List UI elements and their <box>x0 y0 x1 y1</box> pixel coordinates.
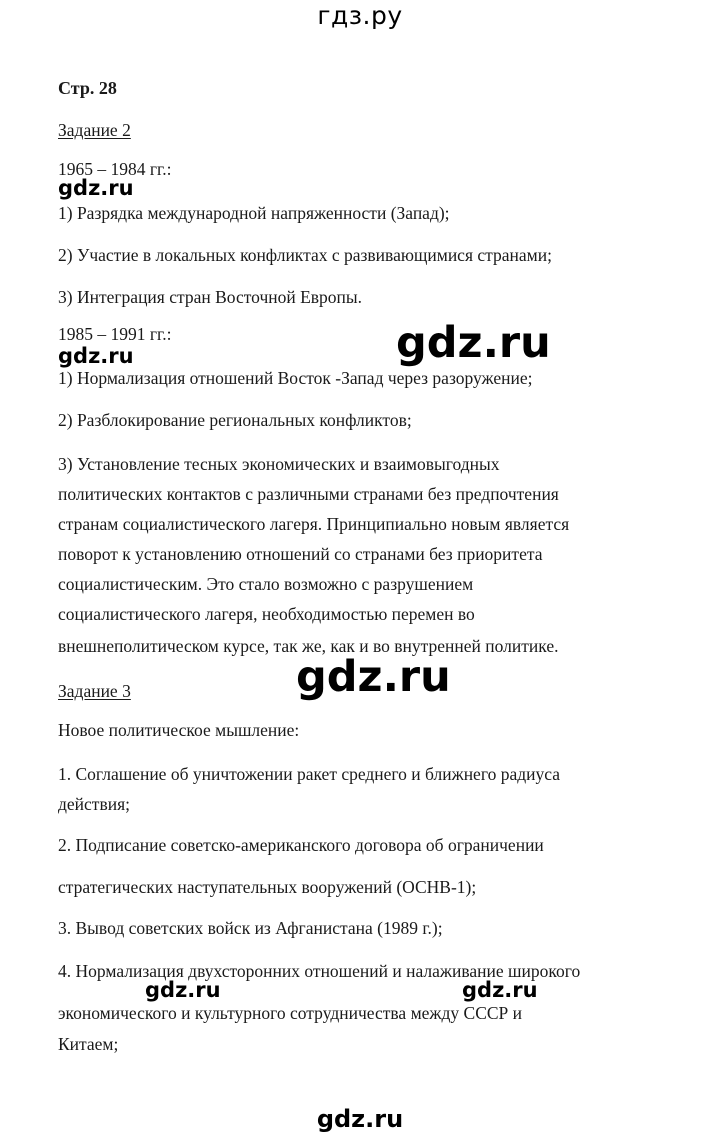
period2-item-3-line-5: социалистическим. Это стало возможно с разрушением <box>58 574 474 594</box>
watermark-small-1: gdz.ru <box>58 176 134 200</box>
watermark-big-2: gdz.ru <box>296 652 451 702</box>
task3-line-6: 4. Нормализация двухсторонних отношений и налаживание широкого <box>58 961 581 981</box>
task3-heading: Задание 3 <box>58 681 131 701</box>
period2-label: 1985 – 1991 гг.: <box>58 324 172 344</box>
period2-item-3-line-6: социалистического лагеря, необходимостью перемен во <box>58 604 475 624</box>
task3-line-7: экономического и культурного сотрудничества между СССР и <box>58 1003 523 1023</box>
task3-line-8: Китаем; <box>58 1034 119 1054</box>
period2-item-1: 1) Нормализация отношений Восток -Запад через разоружение; <box>58 368 533 388</box>
watermark-small-2: gdz.ru <box>58 344 134 368</box>
task3-line-1: 1. Соглашение об уничтожении ракет среднего и ближнего радиуса <box>58 764 560 784</box>
period1-item-1: 1) Разрядка международной напряженности (Запад); <box>58 203 450 223</box>
page-title: Стр. 28 <box>58 78 117 98</box>
period2-item-3-line-4: поворот к установлению отношений со странами без приоритета <box>58 544 543 564</box>
period2-item-3-line-7: внешнеполитическом курсе, так же, как и во внутренней политике. <box>58 636 559 656</box>
header-watermark: гдз.ру <box>317 1 403 30</box>
task2-heading: Задание 2 <box>58 120 131 140</box>
period2-item-3-line-2: политических контактов с различными странами без предпочтения <box>58 484 559 504</box>
task3-intro: Новое политическое мышление: <box>58 720 300 740</box>
period2-item-3-line-1: 3) Установление тесных экономических и взаимовыгодных <box>58 454 500 474</box>
watermark-big-1: gdz.ru <box>396 318 551 368</box>
footer-watermark: gdz.ru <box>316 1105 404 1133</box>
period1-item-3: 3) Интеграция стран Восточной Европы. <box>58 287 363 307</box>
period2-item-3-line-3: странам социалистического лагеря. Принципиально новым является <box>58 514 570 534</box>
period2-item-2: 2) Разблокирование региональных конфликтов; <box>58 410 412 430</box>
watermark-small-3: gdz.ru <box>145 978 221 1002</box>
period1-item-2: 2) Участие в локальных конфликтах с развивающимися странами; <box>58 245 552 265</box>
watermark-small-4: gdz.ru <box>462 978 538 1002</box>
task3-line-4: стратегических наступательных вооружений (ОСНВ-1); <box>58 877 477 897</box>
period1-label: 1965 – 1984 гг.: <box>58 159 172 179</box>
task3-line-5: 3. Вывод советских войск из Афганистана (1989 г.); <box>58 918 443 938</box>
task3-line-2: действия; <box>58 794 130 814</box>
task3-line-3: 2. Подписание советско-американского договора об ограничении <box>58 835 544 855</box>
